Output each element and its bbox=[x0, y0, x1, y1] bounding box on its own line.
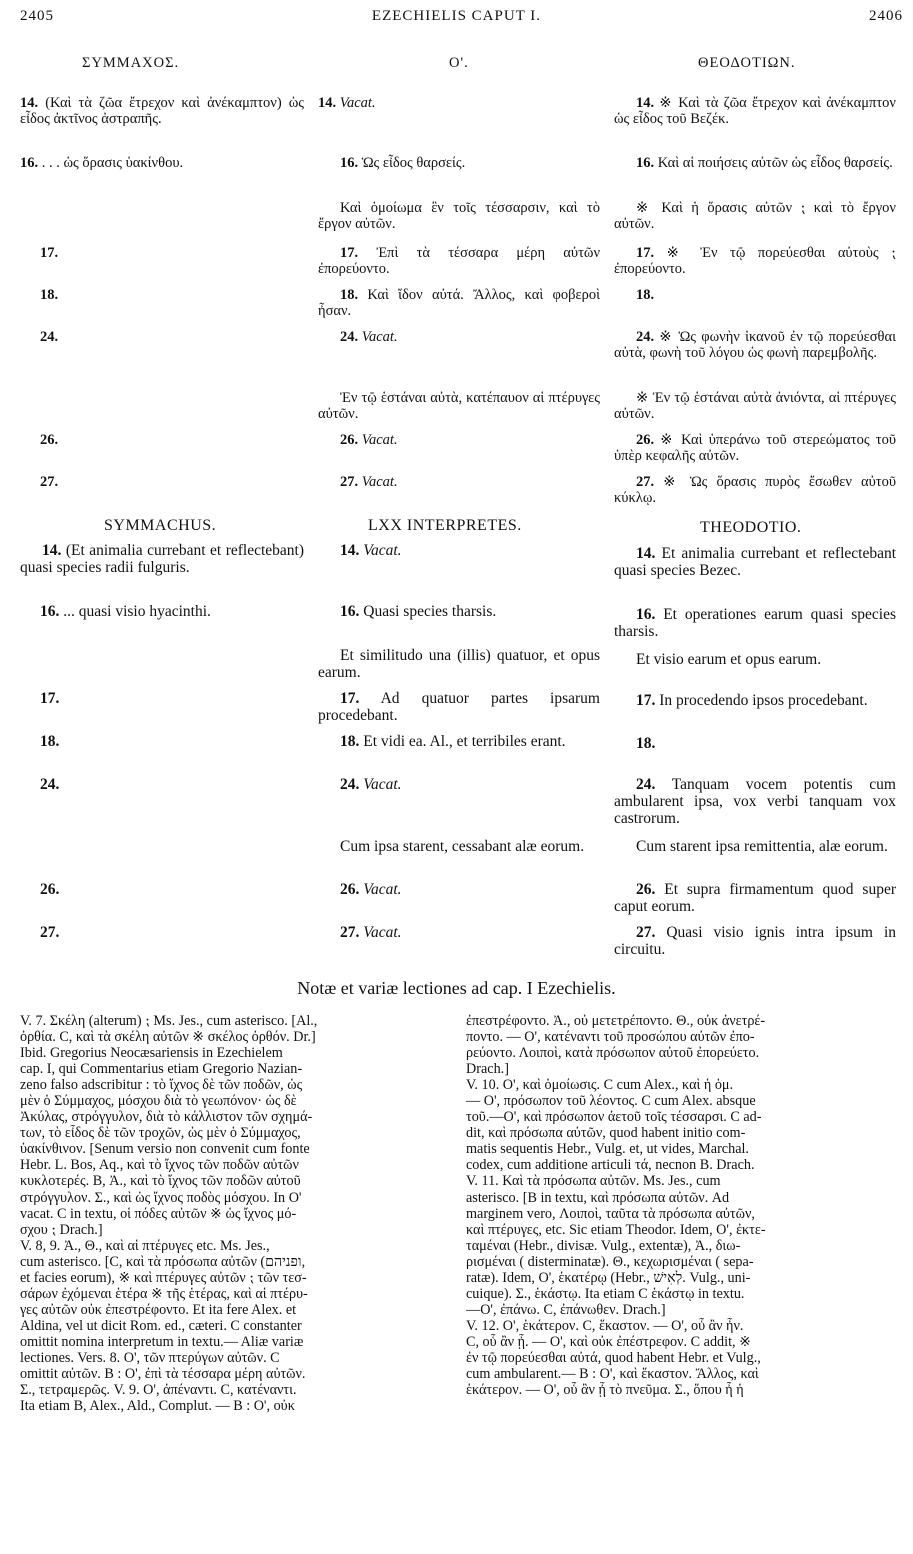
verse-text: Ἐπὶ τὰ τέσσαρα μέρη αὐτῶν ἐπορεύοντο. bbox=[318, 245, 600, 277]
verse-number: 18. bbox=[636, 735, 656, 752]
note-line: Σ., τετραμερῶς. V. 9. O', ἀπέναντι. C, κατέναντι. bbox=[20, 1382, 297, 1399]
note-line: V. 7. Σκέλη (alterum) ⁏ Ms. Jes., cum asterisco. [Al., bbox=[20, 1013, 318, 1029]
note-line: codex, cum additione articuli τά, necnon B. Drach. bbox=[466, 1157, 755, 1174]
column-head-symmachus-greek: ΣΥΜΜΑΧΟΣ. bbox=[82, 55, 180, 71]
verse-number: 27. bbox=[340, 924, 360, 941]
verse-text: ※ Ἐν τῷ ἑστάναι αὐτὰ ἀνιόντα, αἱ πτέρυγες αὐτῶν. bbox=[614, 390, 896, 422]
column-head-symmachus-latin: SYMMACHUS. bbox=[104, 517, 217, 534]
note-line: C, οὗ ἂν ᾖ. — O', καὶ οὐκ ἐπέστρεφον. C addit, ※ bbox=[466, 1333, 752, 1350]
verse-number: 17. bbox=[636, 245, 655, 261]
greek-lxx-26 bbox=[340, 432, 600, 448]
verse-number: 14. bbox=[318, 95, 337, 111]
greek-lxx-24 bbox=[340, 329, 600, 345]
latin-symmachus-16 bbox=[40, 603, 304, 620]
verse-number: 24. bbox=[636, 329, 655, 345]
note-line: omittit αὐτῶν. B : O', ἐπὶ τὰ τέσσαρα μέρη αὐτῶν. bbox=[20, 1366, 306, 1383]
note-line: ὀρθία. C, καὶ τὰ σκέλη αὐτῶν ※ σκέλος ὀρθόν. Dr.] bbox=[20, 1029, 316, 1046]
note-line: ταμέναι (Hebr., divisæ. Vulg., extentæ), Ἀ., διω- bbox=[466, 1237, 741, 1254]
note-line: ratæ). Idem, O', ἑκατέρῳ (Hebr., לְאִישׁ. Vulg., uni- bbox=[466, 1269, 751, 1286]
verse-number: 14. bbox=[340, 542, 360, 559]
column-head-lxx-latin: LXX INTERPRETES. bbox=[368, 517, 522, 534]
verse-number: 18. bbox=[40, 733, 60, 750]
latin-symmachus-27 bbox=[40, 924, 304, 941]
latin-symmachus-18 bbox=[40, 733, 304, 750]
latin-theodotion-16 bbox=[614, 606, 896, 640]
greek-symmachus-27 bbox=[40, 474, 304, 490]
note-line: vacat. C in textu, οἱ πόδες αὐτῶν ※ ὡς ἴχνος μό- bbox=[20, 1205, 297, 1222]
right-page-number: 2406 bbox=[869, 8, 903, 24]
note-line: V. 8, 9. Ἀ., Θ., καὶ αἱ πτέρυγες etc. Ms. Jes., bbox=[20, 1237, 270, 1254]
verse-text: ※ Καὶ ἡ ὅρασις αὐτῶν ⁏ καὶ τὸ ἔργον αὐτῶν. bbox=[614, 200, 896, 232]
verse-text: Vacat. bbox=[363, 776, 402, 793]
greek-theodotion-24 bbox=[614, 329, 896, 361]
latin-lxx-27 bbox=[340, 924, 600, 941]
greek-symmachus-14 bbox=[20, 95, 304, 127]
note-line: των, τὸ εἶδος δὲ τῶν τροχῶν, ὡς μὲν ὁ Σύμμαχος, bbox=[20, 1125, 301, 1142]
verse-number: 26. bbox=[340, 881, 360, 898]
note-line: V. 10. O', καὶ ὁμοίωσις. C cum Alex., καὶ ἡ ὁμ. bbox=[466, 1077, 734, 1094]
column-head-theodotion-latin: THEODOTIO. bbox=[700, 519, 802, 536]
verse-text: Et visio earum et opus earum. bbox=[636, 651, 822, 668]
verse-number: 14. bbox=[636, 545, 656, 562]
note-line: γες αὐτῶν οὐκ ἐπεστρέφοντο. Et ita fere Alex. et bbox=[20, 1301, 297, 1318]
note-line: ρεύοντο. Λοιποὶ, κατὰ πρόσωπον αὐτοῦ ἐπορεύετο. bbox=[466, 1045, 760, 1062]
note-line: cum asterisco. [C, καὶ τὰ πρόσωπα αὐτῶν (ופניהם, bbox=[20, 1253, 306, 1270]
greek-lxx-18 bbox=[318, 287, 600, 319]
latin-symmachus-24 bbox=[40, 776, 304, 793]
verse-text: Et supra firmamentum quod super caput eorum. bbox=[614, 881, 896, 915]
verse-number: 14. bbox=[636, 95, 655, 111]
left-page-number: 2405 bbox=[20, 8, 54, 24]
verse-number: 16. bbox=[636, 606, 656, 623]
verse-text: ... quasi visio hyacinthi. bbox=[63, 603, 211, 620]
column-head-theodotion-greek: ΘΕΟΔΟΤΙΩΝ. bbox=[698, 55, 796, 71]
latin-theodotion-24-addition bbox=[614, 838, 896, 855]
greek-theodotion-16 bbox=[614, 155, 896, 171]
note-line: Ibid. Gregorius Neocæsariensis in Ezechielem bbox=[20, 1045, 283, 1062]
verse-number: 18. bbox=[636, 287, 655, 303]
greek-symmachus-16 bbox=[20, 155, 304, 171]
verse-number: 24. bbox=[636, 776, 656, 793]
latin-lxx-16 bbox=[340, 603, 600, 620]
verse-number: 26. bbox=[636, 881, 656, 898]
note-line: lectiones. Vers. 8. O', τῶν πτερύγων αὐτῶν. C bbox=[20, 1349, 280, 1366]
greek-lxx-16 bbox=[340, 155, 600, 171]
note-line: Ἀκύλας, στρόγγυλον, διὰ τὸ κάλλιστον τῶν σχημά- bbox=[20, 1109, 313, 1126]
verse-text: Et similitudo una (illis) quatuor, et opus earum. bbox=[318, 647, 600, 681]
verse-text: Ὡς εἶδος θαρσείς. bbox=[361, 155, 466, 171]
greek-theodotion-14 bbox=[614, 95, 896, 127]
greek-theodotion-27 bbox=[614, 474, 896, 506]
notes-right-column bbox=[466, 1013, 894, 1398]
note-line: marginem vero, Λοιποὶ, ταῦτα τὰ πρόσωπα αὐτῶν, bbox=[466, 1205, 755, 1222]
greek-lxx-24-addition bbox=[318, 390, 600, 422]
verse-text: ※ Ὡς ὅρασις πυρὸς ἔσωθεν αὐτοῦ κύκλῳ. bbox=[614, 474, 897, 506]
note-line: zeno falso adscribitur : τὸ ἴχνος δὲ τῶν ποδῶν, ὡς bbox=[20, 1077, 303, 1094]
verse-number: 24. bbox=[40, 776, 60, 793]
verse-number: 18. bbox=[40, 287, 59, 303]
greek-lxx-17 bbox=[318, 245, 600, 277]
note-line: στρόγγυλον. Σ., καὶ ὡς ἴχνος ποδὸς μόσχου. In O' bbox=[20, 1189, 302, 1206]
verse-number: 24. bbox=[40, 329, 59, 345]
verse-text: Quasi visio ignis intra ipsum in circuitu. bbox=[614, 924, 896, 958]
verse-number: 16. bbox=[340, 155, 359, 171]
latin-symmachus-14 bbox=[20, 542, 304, 576]
verse-number: 16. bbox=[636, 155, 655, 171]
verse-number: 26. bbox=[636, 432, 655, 448]
greek-theodotion-17 bbox=[614, 245, 896, 277]
verse-number: 16. bbox=[40, 603, 60, 620]
latin-theodotion-27 bbox=[614, 924, 896, 958]
note-line: ἑκάτερον. — O', οὗ ἂν ᾖ τὸ πνεῦμα. Σ., ὅπου ἦ ἡ bbox=[466, 1382, 744, 1399]
verse-text: Et animalia currebant et reflectebant quasi species Bezec. bbox=[614, 545, 897, 579]
latin-lxx-18 bbox=[318, 733, 600, 750]
note-line: V. 12. O', ἑκάτερον. C, ἕκαστον. — O', οὗ ἂν ἦν. bbox=[466, 1317, 744, 1334]
latin-theodotion-26 bbox=[614, 881, 896, 915]
verse-text: Καὶ ἴδον αὐτά. Ἄλλος, καὶ φοβεροὶ ἦσαν. bbox=[318, 287, 600, 319]
verse-number: 26. bbox=[40, 432, 59, 448]
latin-theodotion-24 bbox=[614, 776, 896, 827]
note-line: ὑακίνθινον. [Senum versio non convenit cum fonte bbox=[20, 1141, 310, 1158]
verse-number: 17. bbox=[636, 692, 656, 709]
verse-text: Vacat. bbox=[361, 474, 398, 490]
note-line: κυκλοτερές. B, Ἀ., καὶ τὸ ἴχνος τῶν ποδῶν αὐτοῦ bbox=[20, 1173, 301, 1190]
verse-number: 14. bbox=[20, 95, 39, 111]
note-line: cum ambularent.— B : O', καὶ ἕκαστον. Ἄλλος, καὶ bbox=[466, 1366, 759, 1383]
verse-text: . . . ὡς ὅρασις ὑακίνθου. bbox=[41, 155, 184, 171]
verse-number: 17. bbox=[40, 245, 59, 261]
note-line: σχου ⁏ Drach.] bbox=[20, 1221, 103, 1238]
verse-text: Tanquam vocem potentis cum ambularent ipsa, vox verbi tanquam vox castrorum. bbox=[614, 776, 896, 827]
verse-text: Vacat. bbox=[363, 542, 402, 559]
note-line: cap. I, qui Commentarius etiam Gregorio Nazian- bbox=[20, 1061, 303, 1078]
note-line: omittit nomina interpretum in textu.— Aliæ variæ bbox=[20, 1333, 304, 1350]
greek-symmachus-24 bbox=[40, 329, 304, 345]
latin-lxx-24 bbox=[340, 776, 600, 793]
verse-text: Cum starent ipsa remittentia, alæ eorum. bbox=[636, 838, 888, 855]
verse-text: Quasi species tharsis. bbox=[363, 603, 497, 620]
verse-number: 26. bbox=[40, 881, 60, 898]
running-title: EZECHIELIS CAPUT I. bbox=[371, 8, 542, 24]
verse-text: (Καὶ τὰ ζῶα ἔτρεχον καὶ ἀνέκαμπτον) ὡς εἶδος ἀκτῖνος ἀστραπῆς. bbox=[20, 95, 305, 127]
latin-theodotion-17 bbox=[614, 692, 896, 709]
verse-number: 17. bbox=[40, 690, 60, 707]
verse-number: 24. bbox=[340, 776, 360, 793]
verse-text: Vacat. bbox=[339, 95, 376, 111]
note-line: —O', ἐπάνω. C, ἐπάνωθεν. Drach.] bbox=[466, 1301, 666, 1318]
verse-text: ※ Ὡς φωνὴν ἱκανοῦ ἐν τῷ πορεύεσθαι αὐτὰ, φωνὴ τοῦ λόγου ὡς φωνὴ παρεμβολῆς. bbox=[614, 329, 896, 361]
note-line: et facies eorum), ※ καὶ πτέρυγες αὐτῶν ⁏ τῶν τεσ- bbox=[20, 1269, 307, 1286]
note-line: καὶ πτέρυγες, etc. Sic etiam Theodor. Idem, O', ἐκτε- bbox=[466, 1221, 766, 1238]
note-line: Drach.] bbox=[466, 1061, 509, 1078]
verse-text: Vacat. bbox=[361, 432, 398, 448]
greek-symmachus-26 bbox=[40, 432, 304, 448]
note-line: ποντο. — O', κατέναντι τοῦ προσώπου αὐτῶν ἐπο- bbox=[466, 1029, 755, 1046]
verse-text: Καὶ αἱ ποιήσεις αὐτῶν ὡς εἶδος θαρσείς. bbox=[657, 155, 893, 171]
note-line: asterisco. [B in textu, καὶ πρόσωπα αὐτῶν. Ad bbox=[466, 1189, 730, 1206]
latin-symmachus-26 bbox=[40, 881, 304, 898]
note-line: σάρων ἐχόμεναι ἑτέρα ※ τῆς ἑτέρας, καὶ αἱ πτέρυ- bbox=[20, 1285, 308, 1302]
verse-text: Καὶ ὁμοίωμα ἓν τοῖς τέσσαρσιν, καὶ τὸ ἔργον αὐτῶν. bbox=[318, 200, 600, 232]
verse-text: Et vidi ea. Al., et terribiles erant. bbox=[363, 733, 566, 750]
verse-text: ※ Ἐν τῷ πορεύεσθαι αὐτοὺς ⁏ ἐπορεύοντο. bbox=[614, 245, 896, 277]
notes-left-column bbox=[20, 1013, 448, 1414]
verse-number: 27. bbox=[40, 924, 60, 941]
greek-theodotion-26 bbox=[614, 432, 896, 464]
verse-number: 27. bbox=[40, 474, 59, 490]
note-line: V. 11. Καὶ τὰ πρόσωπα αὐτῶν. Ms. Jes., cum bbox=[466, 1173, 721, 1190]
note-line: μὲν ὁ Σύμμαχος, μόσχου διὰ τὸ γεωπόνον· ὡς δὲ bbox=[20, 1093, 297, 1110]
verse-number: 18. bbox=[340, 733, 360, 750]
latin-lxx-16-addition bbox=[318, 647, 600, 681]
latin-theodotion-16-addition bbox=[636, 651, 896, 668]
verse-text: Cum ipsa starent, cessabant alæ eorum. bbox=[340, 838, 585, 855]
verse-text: (Et animalia currebant et reflectebant) quasi species radii fulguris. bbox=[20, 542, 305, 576]
notes-title: Notæ et variæ lectiones ad cap. I Ezechielis. bbox=[297, 978, 616, 998]
note-line: ἐπεστρέφοντο. Ἀ., οὐ μετετρέποντο. Θ., οὐκ ἀνετρέ- bbox=[466, 1013, 766, 1029]
greek-lxx-16-addition bbox=[318, 200, 600, 232]
verse-number: 27. bbox=[636, 474, 655, 490]
verse-number: 27. bbox=[636, 924, 656, 941]
verse-number: 24. bbox=[340, 329, 359, 345]
latin-theodotion-18 bbox=[636, 735, 896, 752]
greek-lxx-14 bbox=[318, 95, 600, 111]
note-line: ρισμέναι ( disterminatæ). Θ., κεχωρισμέναι ( sepa- bbox=[466, 1253, 754, 1270]
verse-number: 26. bbox=[340, 432, 359, 448]
verse-number: 16. bbox=[20, 155, 39, 171]
verse-number: 14. bbox=[42, 542, 62, 559]
note-line: Hebr. L. Bos, Aq., καὶ τὸ ἴχνος τῶν ποδῶν αὐτῶν bbox=[20, 1157, 299, 1174]
note-line: Ita etiam B, Alex., Ald., Complut. — B : O', οὐκ bbox=[20, 1398, 295, 1415]
latin-lxx-26 bbox=[340, 881, 600, 898]
verse-text: Vacat. bbox=[363, 881, 402, 898]
greek-symmachus-17 bbox=[40, 245, 304, 261]
verse-text: Vacat. bbox=[363, 924, 402, 941]
greek-theodotion-18 bbox=[636, 287, 896, 303]
greek-theodotion-24-addition bbox=[614, 390, 896, 422]
note-line: ἐν τῷ πορεύεσθαι αὐτά, quod habent Hebr. et Vulg., bbox=[466, 1349, 761, 1366]
verse-number: 17. bbox=[340, 245, 359, 261]
verse-text: Vacat. bbox=[361, 329, 398, 345]
verse-number: 27. bbox=[340, 474, 359, 490]
note-line: — O', πρόσωπον τοῦ λέοντος. C cum Alex. absque bbox=[466, 1093, 756, 1110]
verse-number: 18. bbox=[340, 287, 359, 303]
greek-lxx-27 bbox=[340, 474, 600, 490]
note-line: τοῦ.—O', καὶ πρόσωπον ἀετοῦ τοῖς τέσσαρσι. C ad- bbox=[466, 1109, 762, 1126]
note-line: matis sequentis Hebr., Vulg. et, ut vides, Marchal. bbox=[466, 1141, 749, 1158]
latin-symmachus-17 bbox=[40, 690, 304, 707]
latin-lxx-14 bbox=[340, 542, 600, 559]
verse-text: Et operationes earum quasi species tharsis. bbox=[614, 606, 896, 640]
note-line: cuique). Σ., ἑκάστῳ. Ita etiam C ἑκάστῳ in textu. bbox=[466, 1285, 745, 1302]
verse-text: ※ Καὶ τὰ ζῶα ἔτρεχον καὶ ἀνέκαμπτον ὡς εἶδος τοῦ Βεζέκ. bbox=[614, 95, 896, 127]
verse-text: ※ Καὶ ὑπεράνω τοῦ στερεώματος τοῦ ὑπὲρ κεφαλῆς αὐτῶν. bbox=[614, 432, 896, 464]
column-head-lxx-greek: Ο'. bbox=[449, 55, 469, 71]
note-line: dit, καὶ πρόσωπα αὐτῶν, quod habent initio com- bbox=[466, 1125, 746, 1142]
verse-text: In procedendo ipsos procedebant. bbox=[659, 692, 868, 709]
verse-text: Ad quatuor partes ipsarum procedebant. bbox=[318, 690, 600, 724]
latin-theodotion-14 bbox=[614, 545, 896, 579]
verse-number: 16. bbox=[340, 603, 360, 620]
latin-lxx-17 bbox=[318, 690, 600, 724]
note-line: Aldina, vel ut dicit Rom. ed., cæteri. C constanter bbox=[20, 1317, 302, 1334]
greek-theodotion-16-addition bbox=[614, 200, 896, 232]
latin-lxx-24-addition bbox=[318, 838, 600, 855]
greek-symmachus-18 bbox=[40, 287, 304, 303]
verse-number: 17. bbox=[340, 690, 360, 707]
verse-text: Ἐν τῷ ἑστάναι αὐτὰ, κατέπαυον αἱ πτέρυγες αὐτῶν. bbox=[318, 390, 600, 422]
